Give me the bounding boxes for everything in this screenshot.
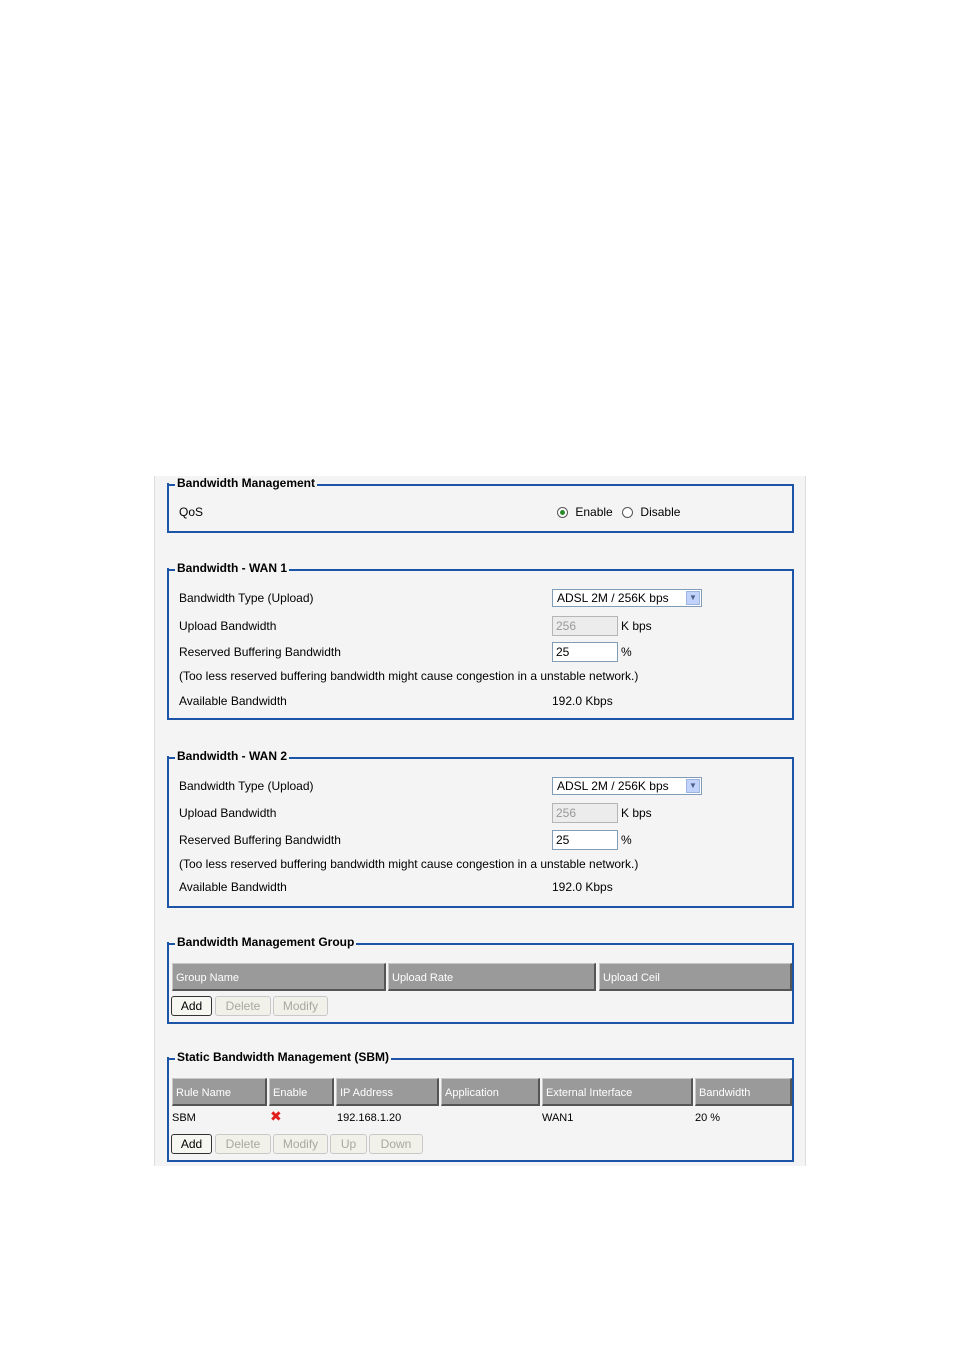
wan2-type-value: ADSL 2M / 256K bps — [557, 779, 669, 793]
group-add-button[interactable]: Add — [171, 996, 212, 1016]
wan2-note: (Too less reserved buffering bandwidth might cause congestion in a unstable network.) — [179, 857, 639, 871]
sbm-col-enable: Enable — [269, 1078, 334, 1106]
sbm-ip-address: 192.168.1.20 — [337, 1112, 402, 1124]
wan1-section — [167, 561, 794, 720]
wan2-reserved-input[interactable]: 25 — [552, 830, 618, 850]
bandwidth-group-section — [167, 935, 794, 1024]
wan1-legend: Bandwidth - WAN 1 — [177, 561, 287, 575]
wan2-type-select[interactable] — [552, 777, 702, 795]
bandwidth-management-legend: Bandwidth Management — [177, 476, 316, 490]
wan1-type-select[interactable] — [552, 589, 702, 607]
wan1-note: (Too less reserved buffering bandwidth might cause congestion in a unstable network.) — [179, 669, 639, 683]
wan2-reserved-label: Reserved Buffering Bandwidth — [179, 833, 341, 847]
wan2-type-label: Bandwidth Type (Upload) — [179, 779, 314, 793]
wan2-available-label: Available Bandwidth — [179, 880, 287, 894]
qos-enable-label[interactable]: Enable — [575, 505, 613, 519]
group-col-group-name: Group Name — [172, 963, 386, 991]
sbm-col-ip-address: IP Address — [336, 1078, 439, 1106]
red-x-icon[interactable]: ✖ — [270, 1108, 282, 1124]
sbm-rule-name: SBM — [172, 1112, 196, 1124]
qos-radio-group — [557, 502, 680, 522]
bandwidth-settings-panel — [154, 476, 806, 1166]
group-delete-button[interactable]: Delete — [215, 996, 271, 1016]
sbm-section — [167, 1050, 794, 1162]
sbm-delete-button[interactable]: Delete — [215, 1134, 271, 1154]
group-modify-button[interactable]: Modify — [273, 996, 328, 1016]
wan2-upload-input: 256 — [552, 803, 618, 823]
qos-enable-radio[interactable] — [557, 507, 568, 518]
sbm-col-bandwidth: Bandwidth — [695, 1078, 792, 1106]
sbm-legend: Static Bandwidth Management (SBM) — [177, 1050, 390, 1064]
sbm-up-button[interactable]: Up — [330, 1134, 367, 1154]
wan2-upload-unit: K bps — [621, 806, 652, 820]
qos-disable-label[interactable]: Disable — [640, 505, 681, 519]
wan1-type-value: ADSL 2M / 256K bps — [557, 591, 669, 605]
bandwidth-group-legend: Bandwidth Management Group — [177, 935, 355, 949]
sbm-col-external-interface: External Interface — [542, 1078, 693, 1106]
chevron-down-icon[interactable]: ▼ — [686, 591, 700, 605]
group-col-upload-rate: Upload Rate — [388, 963, 596, 991]
wan1-upload-label: Upload Bandwidth — [179, 619, 277, 633]
sbm-col-application: Application — [441, 1078, 540, 1106]
sbm-down-button[interactable]: Down — [369, 1134, 423, 1154]
wan2-reserved-unit: % — [621, 833, 632, 847]
qos-disable-radio[interactable] — [622, 507, 633, 518]
chevron-down-icon[interactable]: ▼ — [686, 779, 700, 793]
wan1-reserved-label: Reserved Buffering Bandwidth — [179, 645, 341, 659]
wan1-reserved-unit: % — [621, 645, 632, 659]
wan1-available-label: Available Bandwidth — [179, 694, 287, 708]
sbm-add-button[interactable]: Add — [171, 1134, 212, 1154]
sbm-col-rule-name: Rule Name — [172, 1078, 267, 1106]
wan1-type-label: Bandwidth Type (Upload) — [179, 591, 314, 605]
wan2-section — [167, 749, 794, 908]
sbm-bandwidth: 20 % — [695, 1112, 721, 1124]
wan1-reserved-input[interactable]: 25 — [552, 642, 618, 662]
bandwidth-management-section — [167, 476, 794, 533]
qos-label: QoS — [179, 505, 204, 519]
wan2-upload-label: Upload Bandwidth — [179, 806, 277, 820]
wan2-legend: Bandwidth - WAN 2 — [177, 749, 287, 763]
wan1-upload-unit: K bps — [621, 619, 652, 633]
sbm-modify-button[interactable]: Modify — [273, 1134, 328, 1154]
wan2-available-value: 192.0 Kbps — [552, 880, 613, 894]
wan1-upload-input: 256 — [552, 616, 618, 636]
group-col-upload-ceil: Upload Ceil — [599, 963, 792, 991]
sbm-external-interface: WAN1 — [542, 1112, 574, 1124]
wan1-available-value: 192.0 Kbps — [552, 694, 613, 708]
